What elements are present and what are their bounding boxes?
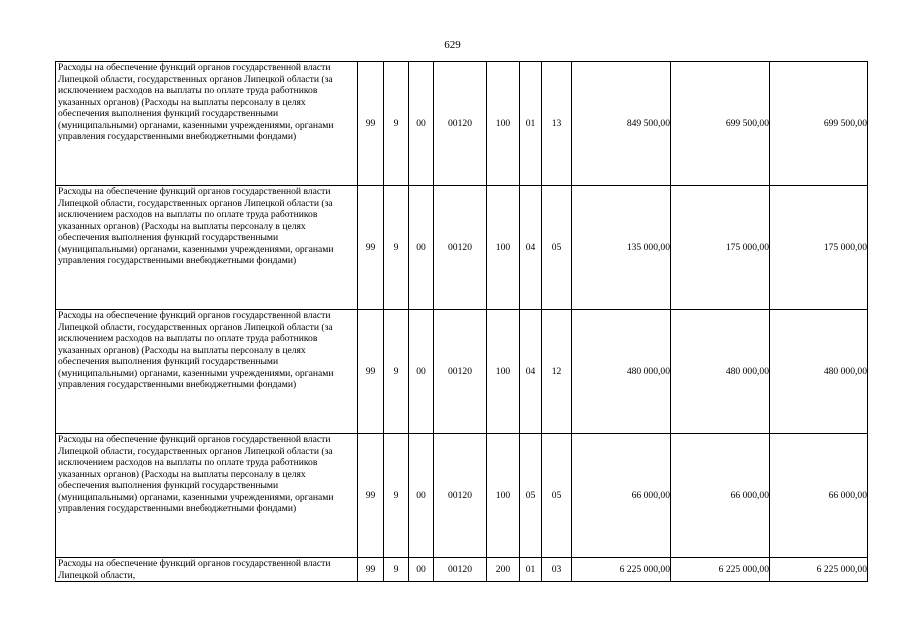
direction-code-cell: 00120 [434, 558, 487, 582]
section-cell: 01 [520, 558, 542, 582]
subsection-cell: 05 [542, 186, 572, 310]
program-code-cell: 99 [358, 310, 384, 434]
amount-year-2: 66 000,00 [671, 434, 770, 558]
direction-code-cell: 00120 [434, 186, 487, 310]
expense-type-cell: 100 [487, 434, 520, 558]
amount-year-1: 6 225 000,00 [572, 558, 671, 582]
amount-year-2: 480 000,00 [671, 310, 770, 434]
main-event-code-cell: 00 [409, 186, 434, 310]
budget-table [55, 61, 868, 582]
amount-year-3: 66 000,00 [770, 434, 868, 558]
row-description: Расходы на обеспечение функций органов государственной власти Липецкой области, государственных органов Липецкой области (за исключением расходов на выплаты по оплате труда работников указанных органов) (Расходы на выплаты персоналу в целях обеспечения выполнения функций государственными (муниципальными) органами, казенными учреждениями, органами управления государственными внебюджетными фондами) [56, 186, 358, 310]
amount-year-2: 699 500,00 [671, 62, 770, 186]
expense-type-cell: 100 [487, 310, 520, 434]
amount-year-3: 699 500,00 [770, 62, 868, 186]
subsection-cell: 13 [542, 62, 572, 186]
table-row [56, 310, 868, 434]
table-row [56, 558, 868, 582]
main-event-code-cell: 00 [409, 434, 434, 558]
expense-type-cell: 200 [487, 558, 520, 582]
expense-type-cell: 100 [487, 62, 520, 186]
table-row [56, 62, 868, 186]
subprogram-code-cell: 9 [384, 62, 409, 186]
row-description: Расходы на обеспечение функций органов государственной власти Липецкой области, государственных органов Липецкой области (за исключением расходов на выплаты по оплате труда работников указанных органов) (Расходы на выплаты персоналу в целях обеспечения выполнения функций государственными (муниципальными) органами, казенными учреждениями, органами управления государственными внебюджетными фондами) [56, 310, 358, 434]
amount-year-3: 480 000,00 [770, 310, 868, 434]
main-event-code-cell: 00 [409, 310, 434, 434]
amount-year-1: 480 000,00 [572, 310, 671, 434]
direction-code-cell: 00120 [434, 434, 487, 558]
table-row [56, 434, 868, 558]
row-description: Расходы на обеспечение функций органов государственной власти Липецкой области, [56, 558, 358, 582]
section-cell: 05 [520, 434, 542, 558]
row-description: Расходы на обеспечение функций органов государственной власти Липецкой области, государственных органов Липецкой области (за исключением расходов на выплаты по оплате труда работников указанных органов) (Расходы на выплаты персоналу в целях обеспечения выполнения функций государственными (муниципальными) органами, казенными учреждениями, органами управления государственными внебюджетными фондами) [56, 62, 358, 186]
amount-year-1: 135 000,00 [572, 186, 671, 310]
amount-year-3: 175 000,00 [770, 186, 868, 310]
subprogram-code-cell: 9 [384, 186, 409, 310]
subsection-cell: 05 [542, 434, 572, 558]
section-cell: 04 [520, 310, 542, 434]
direction-code-cell: 00120 [434, 62, 487, 186]
program-code-cell: 99 [358, 62, 384, 186]
amount-year-3: 6 225 000,00 [770, 558, 868, 582]
subprogram-code-cell: 9 [384, 434, 409, 558]
subsection-cell: 03 [542, 558, 572, 582]
section-cell: 04 [520, 186, 542, 310]
amount-year-2: 175 000,00 [671, 186, 770, 310]
amount-year-1: 66 000,00 [572, 434, 671, 558]
program-code-cell: 99 [358, 434, 384, 558]
subprogram-code-cell: 9 [384, 558, 409, 582]
page-number: 629 [444, 39, 461, 51]
amount-year-1: 849 500,00 [572, 62, 671, 186]
direction-code-cell: 00120 [434, 310, 487, 434]
table-row [56, 186, 868, 310]
program-code-cell: 99 [358, 186, 384, 310]
program-code-cell: 99 [358, 558, 384, 582]
amount-year-2: 6 225 000,00 [671, 558, 770, 582]
subprogram-code-cell: 9 [384, 310, 409, 434]
main-event-code-cell: 00 [409, 558, 434, 582]
main-event-code-cell: 00 [409, 62, 434, 186]
row-description: Расходы на обеспечение функций органов государственной власти Липецкой области, государственных органов Липецкой области (за исключением расходов на выплаты по оплате труда работников указанных органов) (Расходы на выплаты персоналу в целях обеспечения выполнения функций государственными (муниципальными) органами, казенными учреждениями, органами управления государственными внебюджетными фондами) [56, 434, 358, 558]
subsection-cell: 12 [542, 310, 572, 434]
expense-type-cell: 100 [487, 186, 520, 310]
section-cell: 01 [520, 62, 542, 186]
